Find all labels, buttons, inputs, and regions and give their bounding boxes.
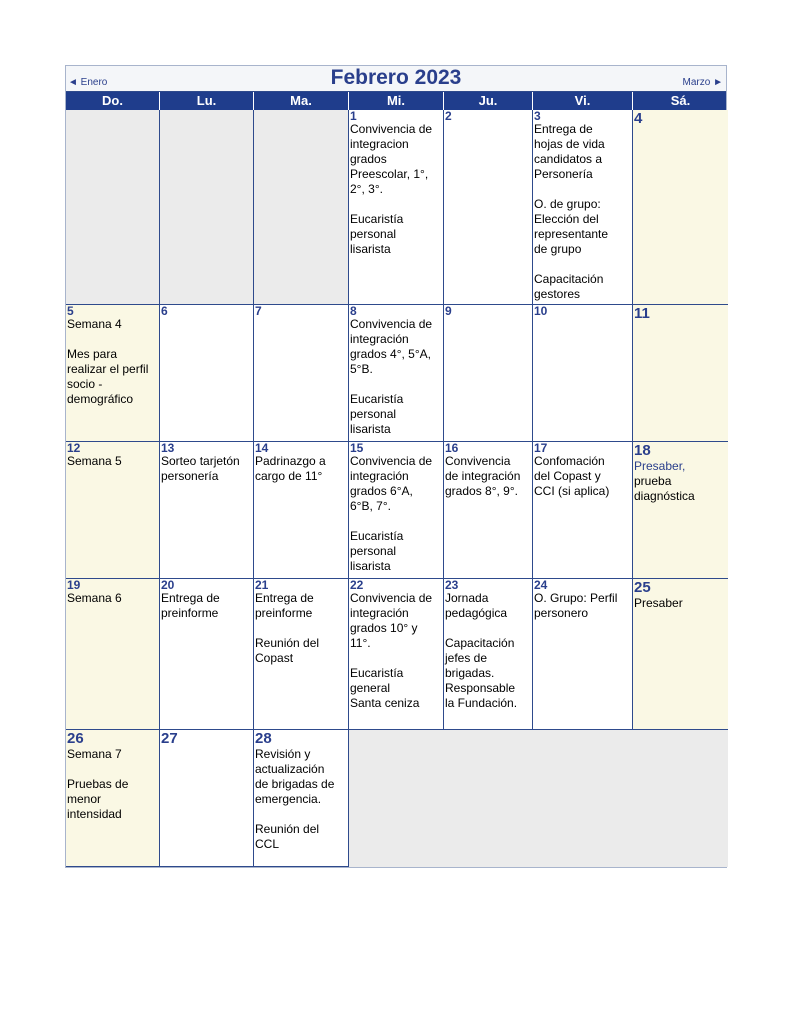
- event-text: Semana 4: [67, 317, 122, 331]
- day-number: 27: [161, 730, 178, 747]
- event-text: lisarista: [350, 422, 391, 436]
- event-text: jefes de: [445, 651, 488, 665]
- day-number: 28: [255, 730, 272, 747]
- day-cell-19[interactable]: [66, 579, 160, 730]
- event-text: 2°, 3°.: [350, 182, 383, 196]
- event-text: Eucaristía: [350, 529, 404, 543]
- calendar-grid: [66, 110, 726, 867]
- event-text: intensidad: [67, 807, 122, 821]
- event-text: la Fundación.: [445, 696, 518, 710]
- event-text: cargo de 11°: [255, 469, 323, 483]
- event-text: Eucaristía: [350, 392, 404, 406]
- day-number: 20: [161, 579, 175, 592]
- day-cell-4[interactable]: [633, 110, 728, 305]
- next-month-link[interactable]: Marzo ►: [682, 77, 723, 88]
- event-text: brigadas.: [445, 666, 495, 680]
- event-text: general: [350, 681, 391, 695]
- event-text: Confomación: [534, 454, 605, 468]
- event-text: de integración: [445, 469, 521, 483]
- event-text: menor: [67, 792, 102, 806]
- day-cell-7[interactable]: [254, 305, 349, 442]
- event-text: del Copast y: [534, 469, 601, 483]
- day-cell-11[interactable]: [633, 305, 728, 442]
- month-title: Febrero 2023: [330, 66, 462, 89]
- event-text: Capacitación: [534, 272, 604, 286]
- event-text-highlight: Presaber,: [634, 459, 686, 473]
- event-text: CCL: [255, 837, 280, 851]
- empty-day-cell: [254, 110, 349, 305]
- line-spacer: [350, 197, 442, 212]
- line-spacer: [255, 807, 347, 822]
- event-text: grados 8°, 9°.: [445, 484, 518, 498]
- day-cell-3[interactable]: [533, 110, 633, 305]
- day-cell-8[interactable]: [349, 305, 444, 442]
- event-text: O. Grupo: Perfil: [534, 591, 618, 605]
- line-spacer: [445, 621, 531, 636]
- event-text: Jornada: [445, 591, 489, 605]
- day-cell-12[interactable]: [66, 442, 160, 579]
- event-text: integracion: [350, 137, 409, 151]
- event-text: integración: [350, 332, 409, 346]
- event-text: Convivencia: [445, 454, 511, 468]
- day-number: 17: [534, 442, 548, 455]
- day-cell-2[interactable]: [444, 110, 533, 305]
- day-number: 6: [161, 305, 168, 318]
- event-text: Mes para: [67, 347, 118, 361]
- event-text: 6°B, 7°.: [350, 499, 391, 513]
- event-text: Capacitación: [445, 636, 515, 650]
- event-text: preinforme: [161, 606, 219, 620]
- day-number: 26: [67, 730, 84, 747]
- weekday-tuesday: Ma.: [254, 92, 349, 110]
- day-cell-26[interactable]: [66, 730, 160, 867]
- day-cell-9[interactable]: [444, 305, 533, 442]
- event-text: Convivencia de: [350, 591, 433, 605]
- day-number: 16: [445, 442, 459, 455]
- event-text: Elección del: [534, 212, 599, 226]
- event-text: demográfico: [67, 392, 134, 406]
- event-text: actualización: [255, 762, 325, 776]
- event-text: Semana 7: [67, 747, 122, 761]
- empty-day-cell: [66, 110, 160, 305]
- event-text: preinforme: [255, 606, 313, 620]
- day-number: 12: [67, 442, 81, 455]
- event-text: Presaber: [634, 596, 683, 610]
- event-text: personero: [534, 606, 589, 620]
- day-cell-10[interactable]: [533, 305, 633, 442]
- line-spacer: [350, 651, 442, 666]
- day-cell-13[interactable]: [160, 442, 254, 579]
- line-spacer: [67, 332, 158, 347]
- day-number: 18: [634, 442, 651, 459]
- event-text: candidatos a: [534, 152, 603, 166]
- day-number: 3: [534, 110, 541, 123]
- event-text: prueba: [634, 474, 672, 488]
- event-text: lisarista: [350, 559, 391, 573]
- line-spacer: [255, 621, 347, 636]
- day-number: 23: [445, 579, 459, 592]
- event-text: CCI (si aplica): [534, 484, 610, 498]
- event-text: lisarista: [350, 242, 391, 256]
- prev-month-link[interactable]: ◄ Enero: [68, 77, 108, 88]
- day-cell-27[interactable]: [160, 730, 254, 867]
- event-text: de brigadas de: [255, 777, 335, 791]
- day-cell-14[interactable]: [254, 442, 349, 579]
- day-cell-24[interactable]: [533, 579, 633, 730]
- event-text: Reunión del: [255, 636, 320, 650]
- event-text: Santa ceniza: [350, 696, 420, 710]
- day-cell-15[interactable]: [349, 442, 444, 579]
- day-cell-16[interactable]: [444, 442, 533, 579]
- event-text: Convivencia de: [350, 317, 433, 331]
- weekday-wednesday: Mi.: [349, 92, 444, 110]
- event-text: Sorteo tarjetón: [161, 454, 240, 468]
- event-text: personal: [350, 227, 397, 241]
- event-text: Eucaristía: [350, 666, 404, 680]
- day-number: 11: [634, 305, 650, 322]
- event-text: socio -: [67, 377, 103, 391]
- event-text: Reunión del: [255, 822, 320, 836]
- event-text: de grupo: [534, 242, 582, 256]
- day-cell-17[interactable]: [533, 442, 633, 579]
- day-number: 8: [350, 305, 357, 318]
- event-text: emergencia.: [255, 792, 322, 806]
- line-spacer: [67, 762, 158, 777]
- day-number: 7: [255, 305, 262, 318]
- empty-day-cell: [349, 730, 728, 867]
- event-text: O. de grupo:: [534, 197, 601, 211]
- line-spacer: [534, 257, 631, 272]
- day-number: 4: [634, 110, 643, 127]
- weekday-header: [66, 92, 726, 110]
- day-cell-18[interactable]: [633, 442, 728, 579]
- event-text: realizar el perfil: [67, 362, 149, 376]
- line-spacer: [534, 182, 631, 197]
- day-cell-20[interactable]: [160, 579, 254, 730]
- weekday-thursday: Ju.: [444, 92, 533, 110]
- event-text: diagnóstica: [634, 489, 695, 503]
- day-cell-1[interactable]: [349, 110, 444, 305]
- event-text: representante: [534, 227, 609, 241]
- event-text: Entrega de: [161, 591, 220, 605]
- day-cell-21[interactable]: [254, 579, 349, 730]
- day-number: 10: [534, 305, 548, 318]
- line-spacer: [350, 514, 442, 529]
- event-text: integración: [350, 469, 409, 483]
- day-number: 22: [350, 579, 364, 592]
- event-text: personal: [350, 544, 397, 558]
- event-text: Entrega de: [255, 591, 314, 605]
- weekday-friday: Vi.: [533, 92, 633, 110]
- line-spacer: [350, 377, 442, 392]
- event-text: grados: [350, 152, 387, 166]
- day-cell-22[interactable]: [349, 579, 444, 730]
- calendar: [65, 65, 727, 868]
- event-text: personería: [161, 469, 219, 483]
- day-cell-25[interactable]: [633, 579, 728, 730]
- empty-day-cell: [160, 110, 254, 305]
- event-text: pedagógica: [445, 606, 508, 620]
- event-text: Copast: [255, 651, 294, 665]
- day-cell-6[interactable]: [160, 305, 254, 442]
- event-text: 11°.: [350, 636, 371, 650]
- day-number: 1: [350, 110, 357, 123]
- event-text: grados 10° y: [350, 621, 418, 635]
- day-cell-28[interactable]: [254, 730, 349, 867]
- weekday-monday: Lu.: [160, 92, 254, 110]
- event-text: Preescolar, 1°,: [350, 167, 429, 181]
- event-text: grados 4°, 5°A,: [350, 347, 431, 361]
- day-number: 25: [634, 579, 651, 596]
- day-number: 5: [67, 305, 74, 318]
- event-text: Revisión y: [255, 747, 311, 761]
- event-text: Responsable: [445, 681, 516, 695]
- day-cell-5[interactable]: [66, 305, 160, 442]
- event-text: Semana 5: [67, 454, 122, 468]
- event-text: gestores: [534, 287, 581, 301]
- event-text: integración: [350, 606, 409, 620]
- day-number: 24: [534, 579, 548, 592]
- event-text: Pruebas de: [67, 777, 129, 791]
- day-cell-23[interactable]: [444, 579, 533, 730]
- event-text: grados 6°A,: [350, 484, 413, 498]
- event-text: Padrinazgo a: [255, 454, 326, 468]
- day-number: 2: [445, 110, 452, 123]
- day-number: 13: [161, 442, 175, 455]
- event-text: 5°B.: [350, 362, 373, 376]
- weekday-sunday: Do.: [66, 92, 160, 110]
- day-number: 15: [350, 442, 364, 455]
- day-number: 14: [255, 442, 269, 455]
- event-text: personal: [350, 407, 397, 421]
- event-text: Convivencia de: [350, 122, 433, 136]
- event-text: Personería: [534, 167, 593, 181]
- event-text: Eucaristía: [350, 212, 404, 226]
- event-text: Semana 6: [67, 591, 122, 605]
- event-text: Entrega de: [534, 122, 593, 136]
- day-number: 19: [67, 579, 81, 592]
- event-text: Convivencia de: [350, 454, 433, 468]
- weekday-saturday: Sá.: [670, 93, 691, 108]
- calendar-title-bar: [66, 66, 726, 92]
- event-text: hojas de vida: [534, 137, 605, 151]
- day-number: 21: [255, 579, 269, 592]
- day-number: 9: [445, 305, 452, 318]
